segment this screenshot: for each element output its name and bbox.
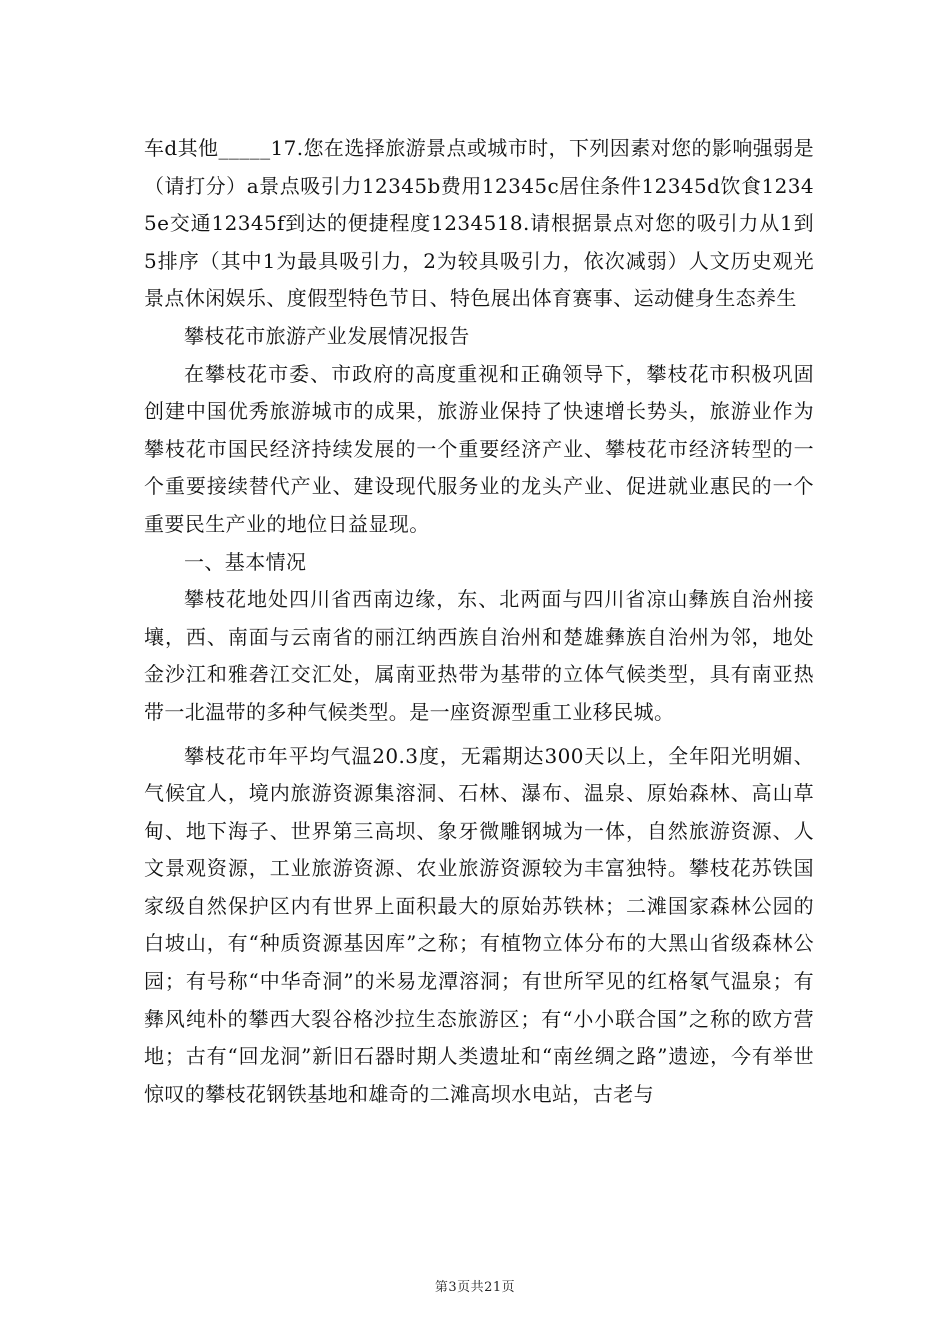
paragraph-climate-resources: 攀枝花市年平均气温20.3度，无霜期达300天以上，全年阳光明媚、气候宜人，境内旅游资源集溶洞、石林、瀑布、温泉、原始森林、高山草甸、地下海子、世界第三高坝、象牙微雕钢城为一体，自然旅游资源、人文景观资源，工业旅游资源、农业旅游资源较为丰富独特。攀枝花苏铁国家级自然保护区内有世界上面积最大的原始苏铁林；二滩国家森林公园的白坡山，有“种质资源基因库”之称；有植物立体分布的大黑山省级森林公园；有号称“中华奇洞”的米易龙潭溶洞；有世所罕见的红格氡气温泉；有彝风纯朴的攀西大裂谷格沙拉生态旅游区；有“小小联合国”之称的欧方营地；古有“回龙洞”新旧石器时期人类遗址和“南丝绸之路”遗迹，今有举世惊叹的攀枝花钢铁基地和雄奇的二滩高坝水电站，古老与 [144, 743, 814, 1106]
paragraph-intro: 在攀枝花市委、市政府的高度重视和正确领导下，攀枝花市积极巩固创建中国优秀旅游城市的成果，旅游业保持了快速增长势头，旅游业作为攀枝花市国民经济持续发展的一个重要经济产业、攀枝花市经济转型的一个重要接续替代产业、建设现代服务业的龙头产业、促进就业惠民的一个重要民生产业的地位日益显现。 [144, 361, 814, 536]
page-number: 第3页共21页 [434, 1280, 516, 1295]
section-heading-basic-info: 一、基本情况 [184, 549, 307, 574]
document-body [144, 130, 814, 1113]
paragraph-survey-questions: 车d其他_____17.您在选择旅游景点或城市时，下列因素对您的影响强弱是（请打分）a景点吸引力12345b费用12345c居住条件12345d饮食12345e交通12345f到达的便捷程度1234518.请根据景点对您的吸引力从1到5排序（其中1为最具吸引力，2为较具吸引力，依次减弱）人文历史观光景点休闲娱乐、度假型特色节日、特色展出体育赛事、运动健身生态养生 [144, 136, 814, 311]
report-title: 攀枝花市旅游产业发展情况报告 [184, 323, 470, 348]
paragraph-geography: 攀枝花地处四川省西南边缘，东、北两面与四川省凉山彝族自治州接壤，西、南面与云南省的丽江纳西族自治州和楚雄彝族自治州为邻，地处金沙江和雅砻江交汇处，属南亚热带为基带的立体气候类型，具有南亚热带一北温带的多种气候类型。是一座资源型重工业移民城。 [144, 587, 814, 724]
